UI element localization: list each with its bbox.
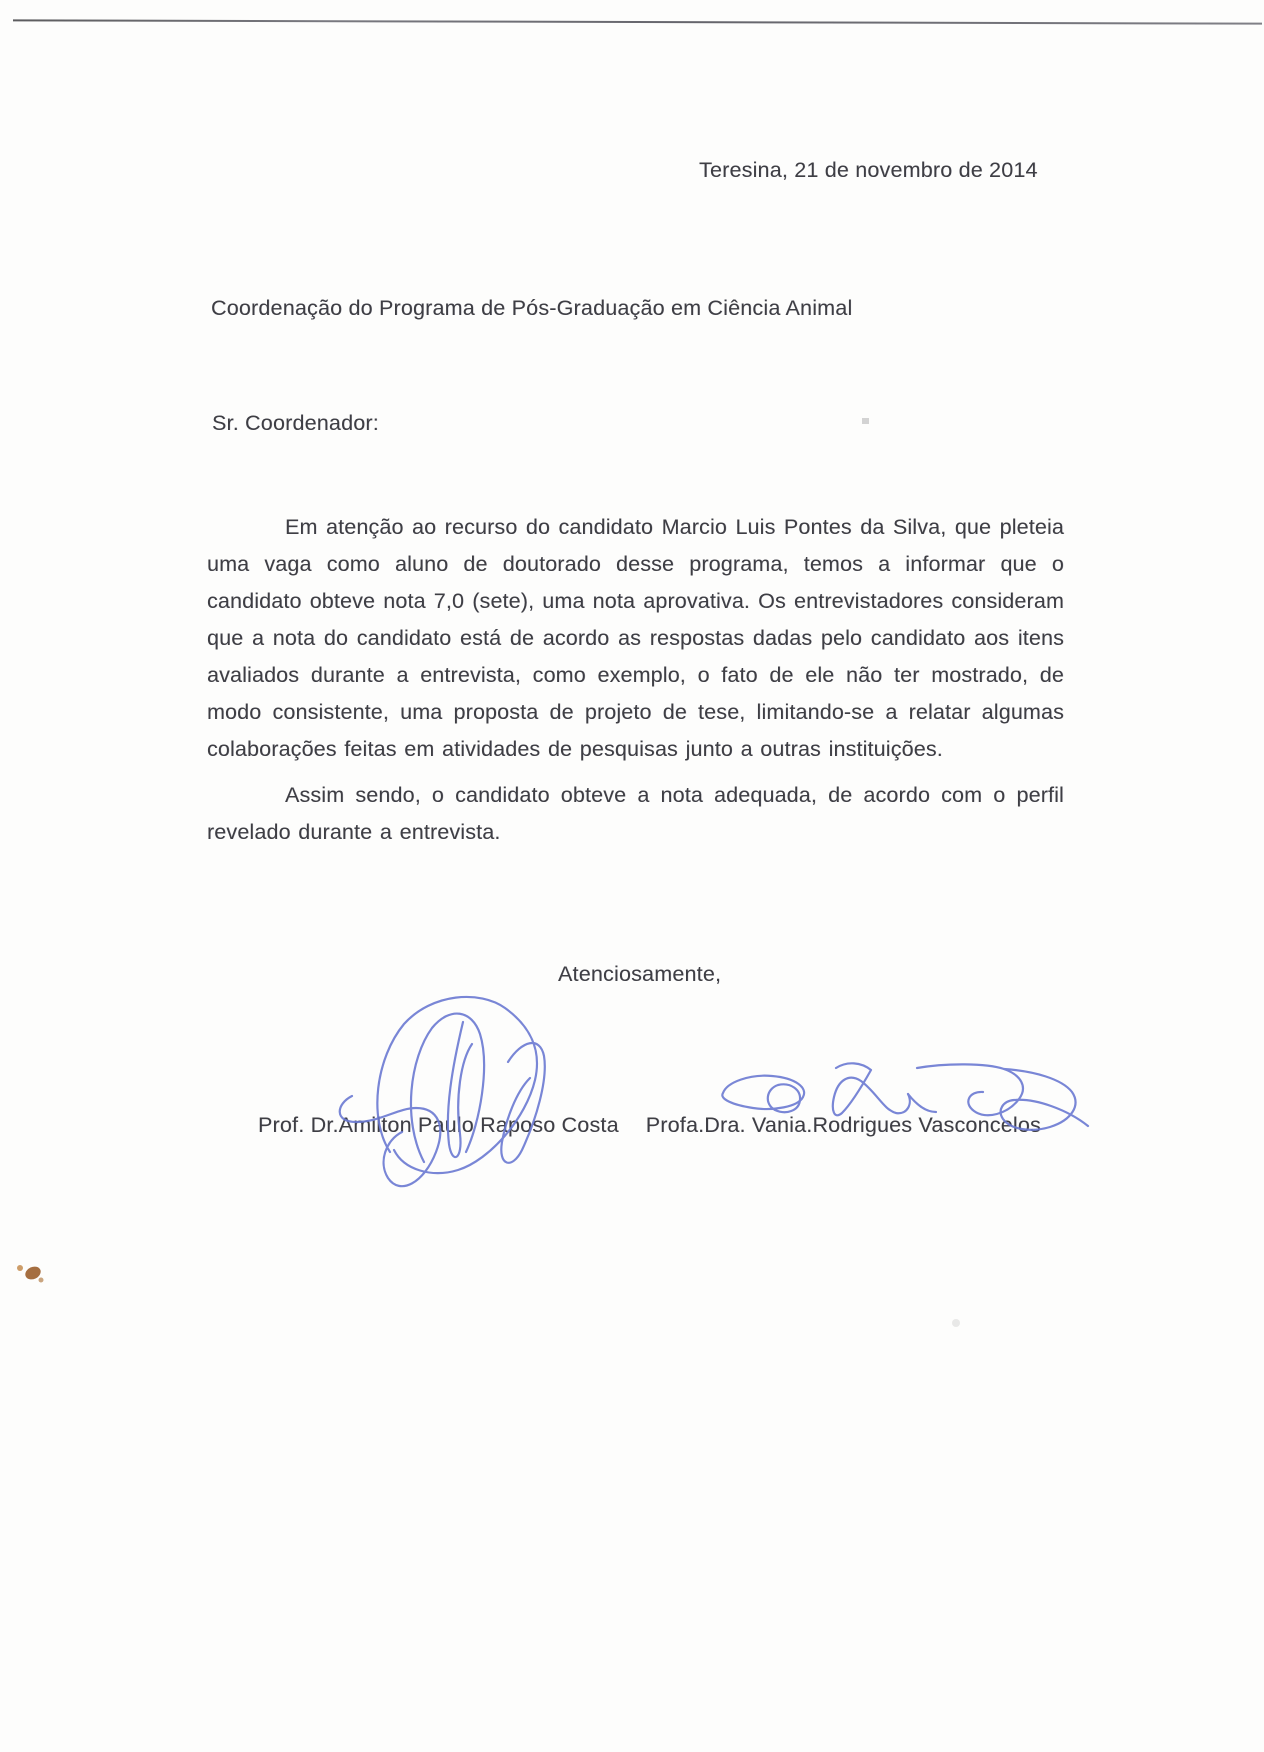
letter-paragraph-2: Assim sendo, o candidato obteve a nota adequada, de acordo com o perfil revelado durante a entrevista. bbox=[207, 783, 1064, 844]
signer-name-first: Prof. Dr.Amilton Paulo Raposo Costa bbox=[258, 1113, 619, 1137]
letter-closing: Atenciosamente, bbox=[558, 962, 722, 986]
handwritten-signature-amilton bbox=[340, 997, 545, 1186]
handwritten-signature-vania bbox=[722, 1063, 1088, 1130]
signer-name-second: Profa.Dra. Vania.Rodrigues Vasconcelos bbox=[645, 1113, 1041, 1137]
letter-date: Teresina, 21 de novembro de 2014 bbox=[699, 158, 1038, 182]
letter-salutation: Sr. Coordenador: bbox=[212, 411, 379, 435]
letter-paragraph-1: Em atenção ao recurso do candidato Marcio Luis Pontes da Silva, que pleteia uma vaga como aluno de doutorado desse programa, temos a informar que o candidato obteve nota 7,0 (sete), uma nota aprovativa. Os entrevistadores consideram que a nota do candidato está de acordo as respostas dadas pelo candidato aos itens avaliados durante a entrevista, como exemplo, o fato de ele não ter mostrado, de modo consistente, uma proposta de projeto de tese, limitando-se a relatar algumas colaborações feitas em atividades de pesquisas junto a outras instituições. bbox=[207, 515, 1064, 761]
letter-recipient: Coordenação do Programa de Pós-Graduação em Ciência Animal bbox=[211, 296, 853, 320]
scan-artifact-specks bbox=[17, 418, 960, 1327]
